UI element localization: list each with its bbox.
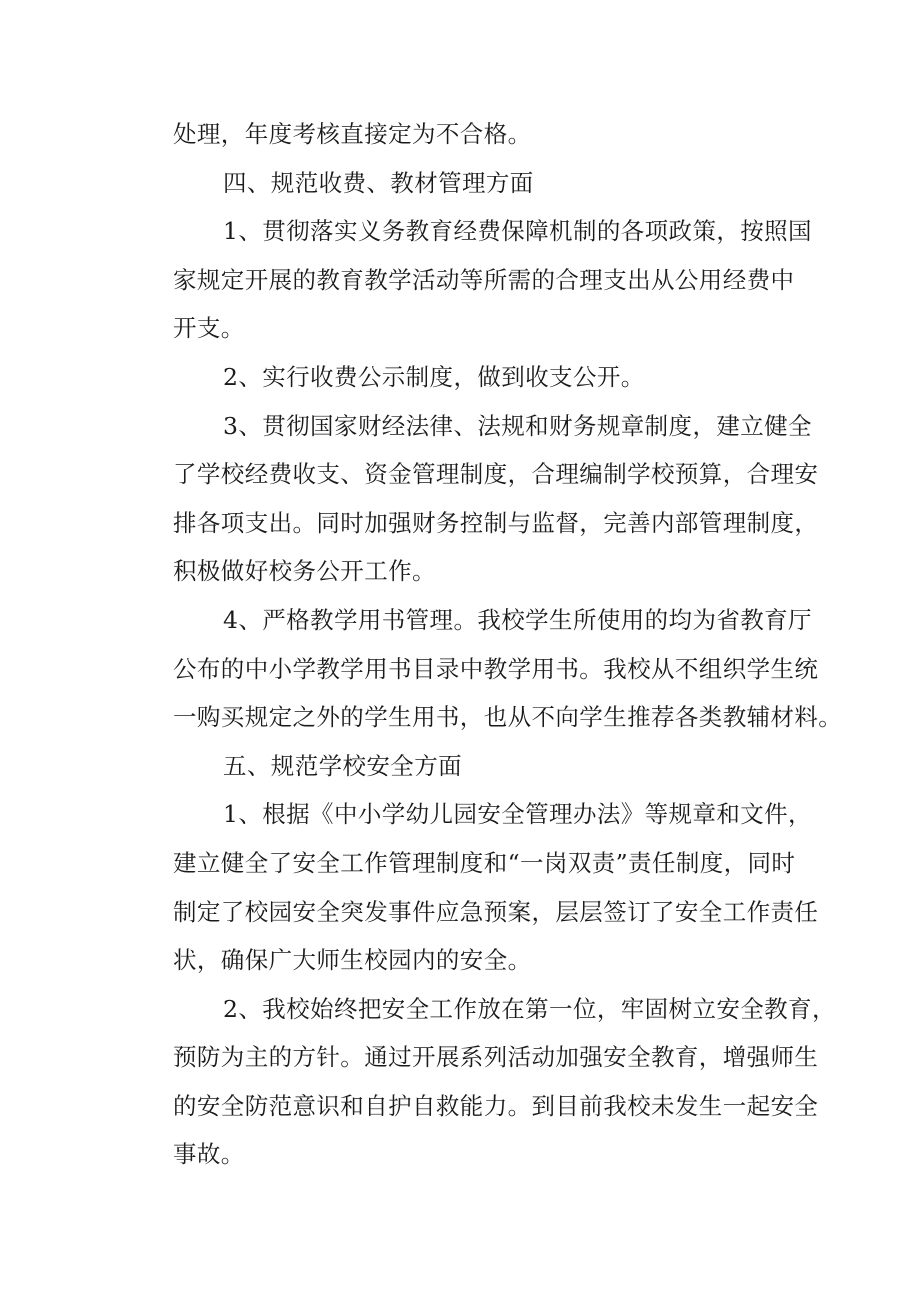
- section-heading-5: 五、规范学校安全方面: [223, 751, 462, 780]
- text-line-3: 1、贯彻落实义务教育经费保障机制的各项政策，按照国: [223, 217, 812, 246]
- text-line-22: 事故。: [173, 1140, 245, 1169]
- text-line-11: 4、严格教学用书管理。我校学生所使用的均为省教育厅: [223, 605, 812, 634]
- text-line-6: 2、实行收费公示制度，做到收支公开。: [223, 362, 645, 391]
- text-line-10: 积极做好校务公开工作。: [173, 557, 436, 586]
- text-line-19: 2、我校始终把安全工作放在第一位，牢固树立安全教育，: [223, 994, 836, 1023]
- text-line-21: 的安全防范意识和自护自救能力。到目前我校未发生一起安全: [173, 1091, 819, 1120]
- text-line-7: 3、贯彻国家财经法律、法规和财务规章制度，建立健全: [223, 411, 812, 440]
- text-line-5: 开支。: [173, 314, 245, 343]
- text-line-18: 状，确保广大师生校园内的安全。: [173, 946, 532, 975]
- text-line-13: 一购买规定之外的学生用书，也从不向学生推荐各类教辅材料。: [173, 703, 843, 732]
- text-line-9: 排各项支出。同时加强财务控制与监督，完善内部管理制度，: [173, 508, 819, 537]
- text-line-17: 制定了校园安全突发事件应急预案，层层签订了安全工作责任: [173, 897, 819, 926]
- section-heading-4: 四、规范收费、教材管理方面: [223, 168, 534, 197]
- document-body: [173, 110, 843, 1179]
- text-line-8: 了学校经费收支、资金管理制度，合理编制学校预算，合理安: [173, 460, 819, 489]
- text-line-15: 1、根据《中小学幼儿园安全管理办法》等规章和文件，: [223, 800, 812, 829]
- text-line-16: 建立健全了安全工作管理制度和“一岗双责”责任制度，同时: [173, 848, 796, 877]
- text-line-1: 处理，年度考核直接定为不合格。: [173, 120, 532, 148]
- text-line-20: 预防为主的方针。通过开展系列活动加强安全教育，增强师生: [173, 1043, 819, 1072]
- text-line-12: 公布的中小学教学用书目录中教学用书。我校从不组织学生统: [173, 654, 819, 683]
- text-line-4: 家规定开展的教育教学活动等所需的合理支出从公用经费中: [173, 265, 795, 294]
